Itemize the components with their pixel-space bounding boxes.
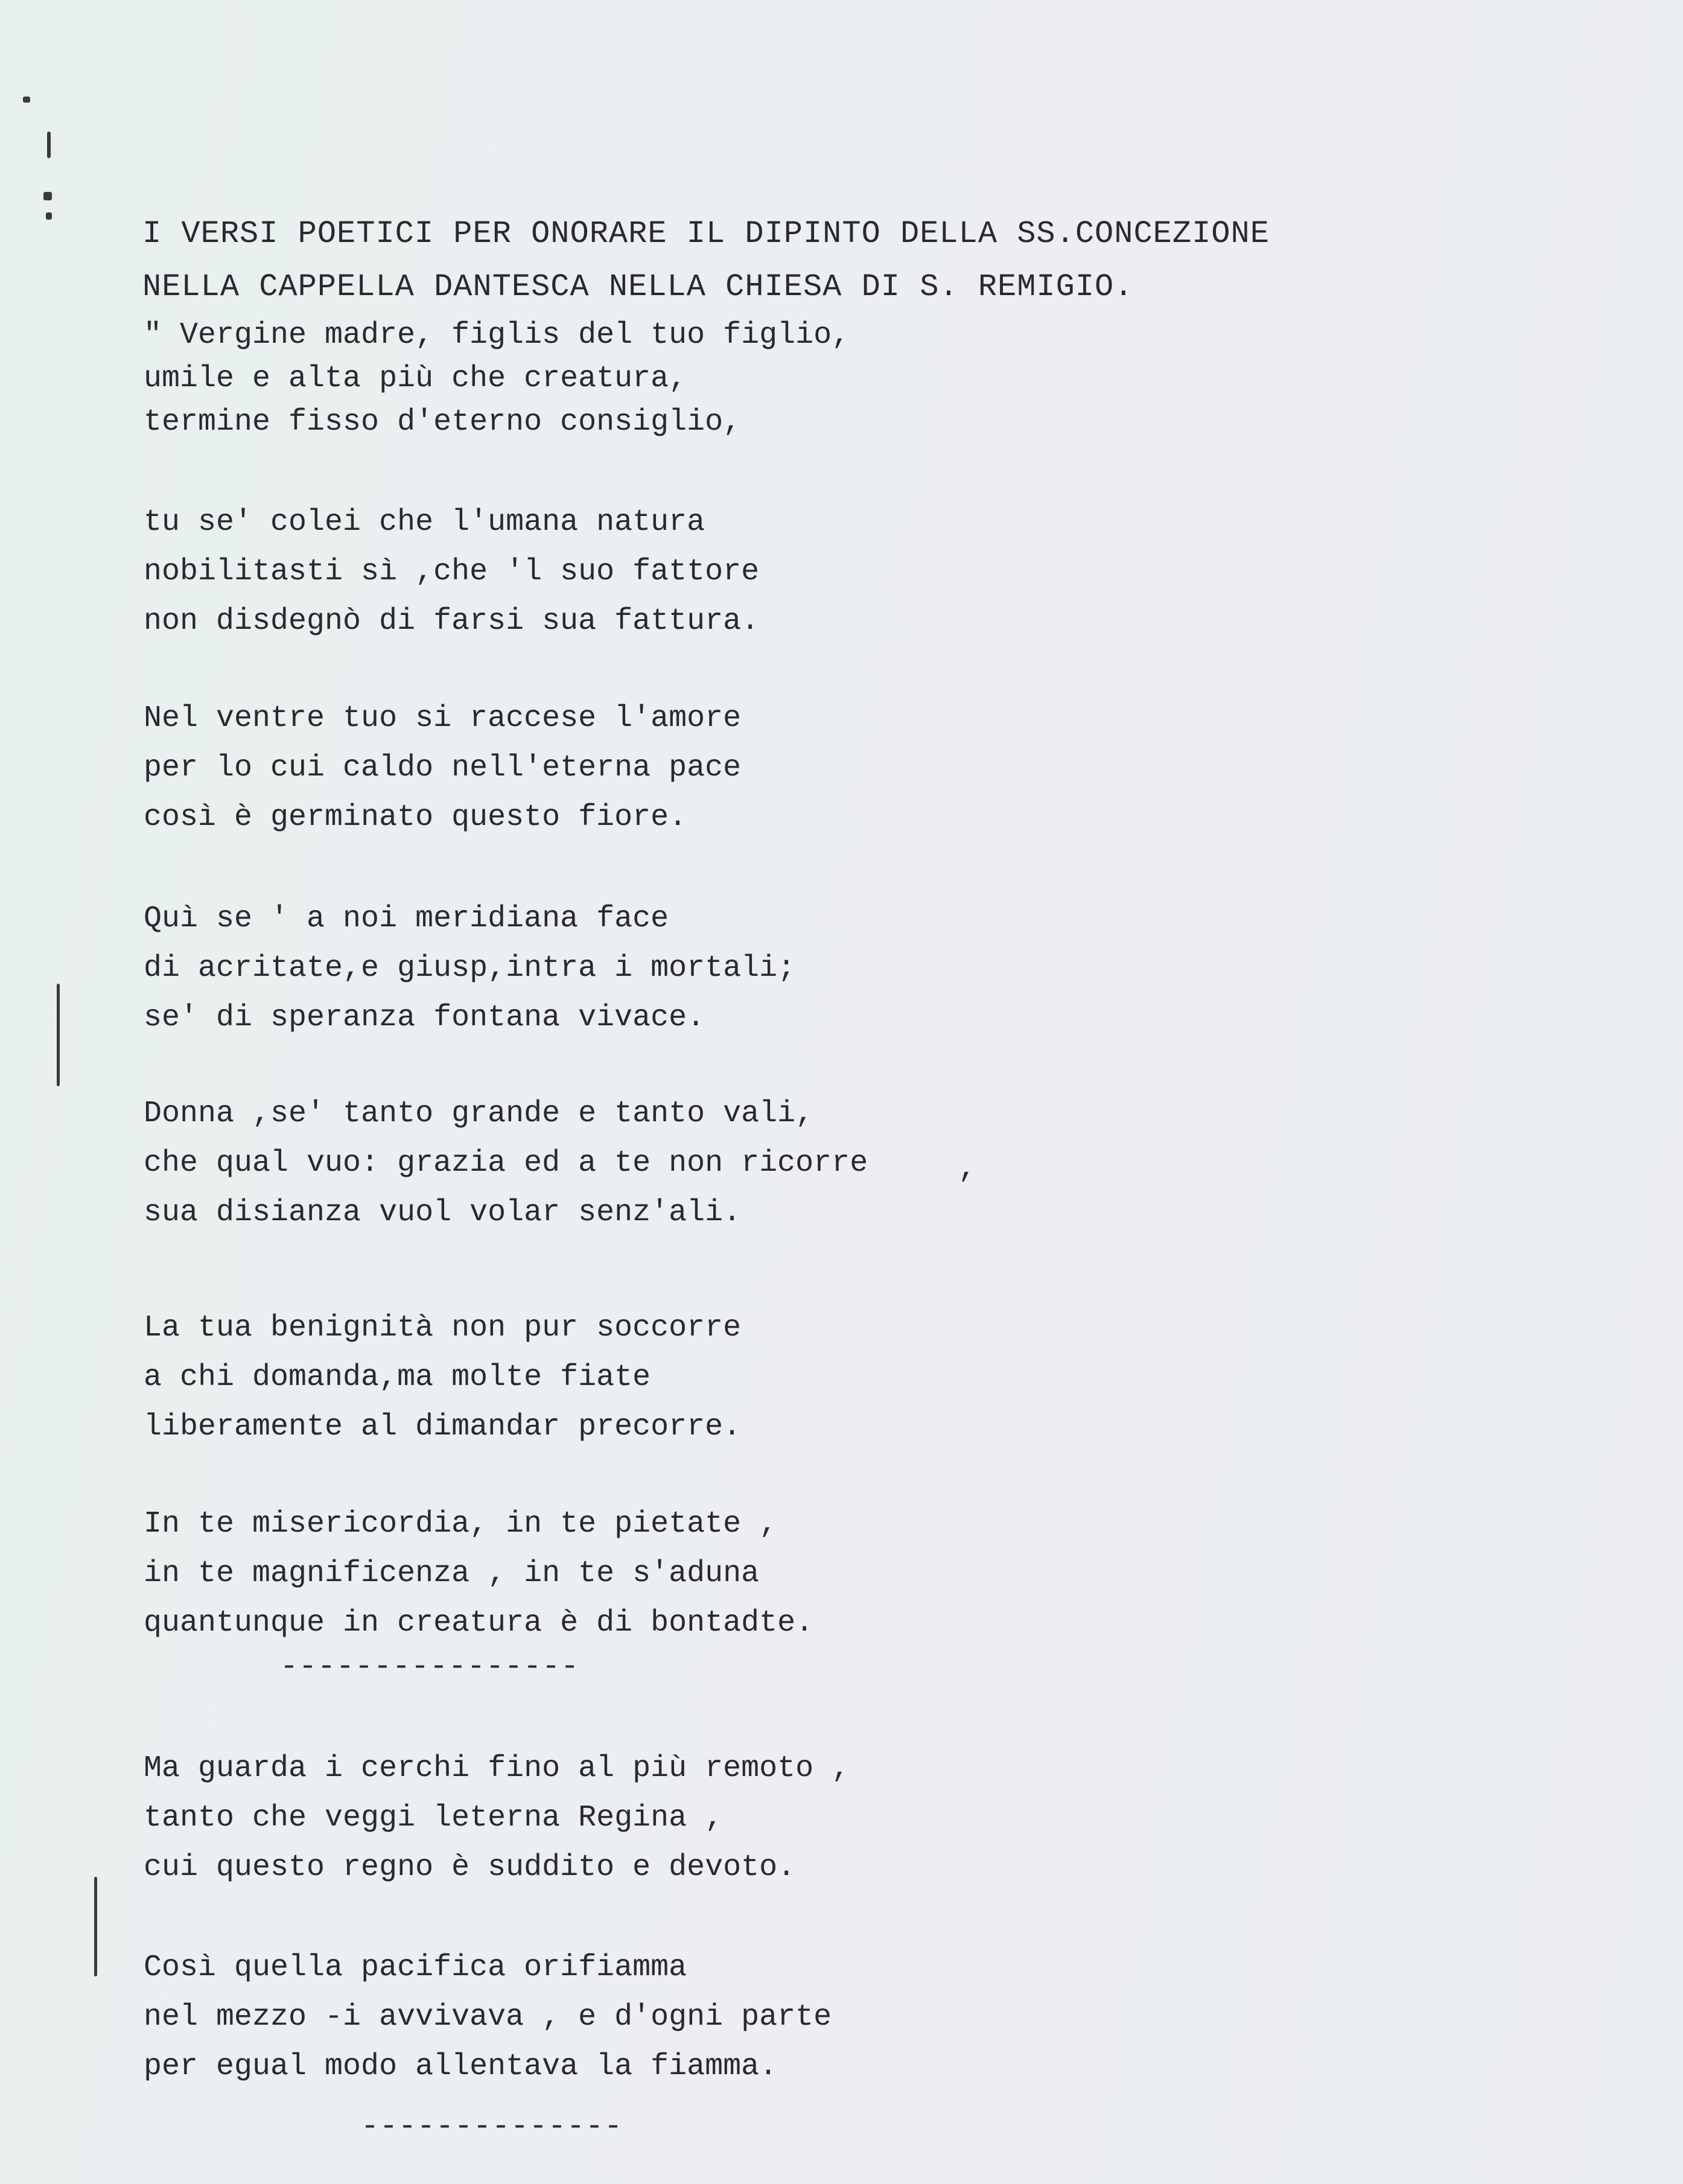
stanza-8 [144,1744,850,1893]
margin-mark [57,984,60,1086]
separator-line: -------------- [361,2110,623,2144]
stanza-6 [144,1304,741,1452]
verse-line: Così quella pacifica orifiamma [144,1950,687,1985]
verse-line: non disdegnò di farsi sua fattura. [144,604,760,638]
verse-line: di acritate,e giusp,intra i mortali; [144,951,796,985]
verse-line: nobilitasti sì ,che 'l suo fattore [144,555,760,589]
verse-line: La tua benignità non pur soccorre [144,1311,742,1345]
verse-line: Quì se ' a noi meridiana face [144,902,669,936]
verse-line: tu se' colei che l'umana natura [144,505,705,540]
verse-line: umile e alta più che creatura, [144,361,687,396]
verse-line: liberamente al dimandar precorre. [144,1410,742,1444]
stanza-4 [144,894,795,1043]
verse-line: " Vergine madre, figlis del tuo figlio, [144,318,850,352]
verse-line: a chi domanda,ma molte fiate [144,1360,651,1395]
verse-line: se' di speranza fontana vivace. [144,1001,705,1035]
stanza-3 [144,694,741,842]
margin-mark [47,132,51,158]
separator-line: ---------------- [280,1650,580,1684]
verse-line: Donna ,se' tanto grande e tanto vali, [144,1097,814,1131]
heading-line-2: NELLA CAPPELLA DANTESCA NELLA CHIESA DI S. REMIGIO. [142,269,1134,305]
verse-line: Ma guarda i cerchi fino al più remoto , [144,1751,850,1786]
verse-line: che qual vuo: grazia ed a te non ricorre [144,1146,868,1180]
stanza-2 [144,498,759,646]
margin-mark [46,212,52,220]
verse-line: quantunque in creatura è di bontadte. [144,1606,814,1640]
verse-line: così è germinato questo fiore. [144,800,687,835]
verse-line: Nel ventre tuo si raccese l'amore [144,701,742,736]
margin-mark [94,1877,97,1976]
stray-comma: , [958,1151,977,1186]
verse-line: In te misericordia, in te pietate , [144,1507,778,1541]
verse-line: cui questo regno è suddito e devoto. [144,1850,796,1885]
verse-line: per lo cui caldo nell'eterna pace [144,751,742,785]
margin-mark [43,192,52,200]
verse-line: tanto che veggi leterna Regina , [144,1801,724,1835]
stanza-5 [144,1089,868,1238]
verse-line: sua disianza vuol volar senz'ali. [144,1195,742,1230]
margin-mark [23,97,30,103]
heading-line-1: I VERSI POETICI PER ONORARE IL DIPINTO DELLA SS.CONCEZIONE [142,216,1270,252]
stanza-1 [144,314,850,444]
stanza-7 [144,1500,813,1648]
verse-line: per egual modo allentava la fiamma. [144,2049,778,2084]
verse-line: in te magnificenza , in te s'aduna [144,1556,760,1591]
stanza-9 [144,1943,832,2092]
verse-line: termine fisso d'eterno consiglio, [144,405,742,439]
verse-line: nel mezzo -i avvivava , e d'ogni parte [144,2000,832,2034]
